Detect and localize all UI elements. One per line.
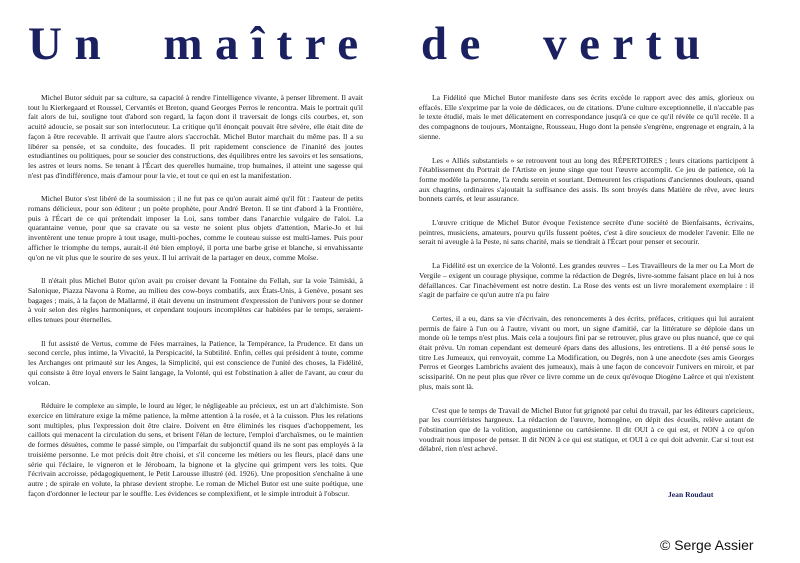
paragraph: Il n'était plus Michel Butor qu'on avait pu croiser devant la Fontaine du Fellah, sur la voie Tsimiski, à Salonique, Piazza Navona à Rome, au milieu des cow-boys combatifs, aux États-Unis, à Genève, posant ses bagages ; mais, à la façon de Mallarmé, il était devenu un instrument d'expression de l'univers pour se donner à voir selon des règles harmoniques, et cependant toujours incomplètes car habitées par le temps, seraient-elles tenues pour éternelles. xyxy=(28,276,363,325)
paragraph: L'œuvre critique de Michel Butor évoque l'existence secrète d'une société de Bienfaisants, écrivains, peintres, musiciens, amateurs, pourvu qu'ils fussent poètes, c'est à dire soucieux de modeler l'avenir. Elle ne serait ni aveugle à la Peste, ni sans charité, mais se tiendrait à l'Écart pour penser et secourir. xyxy=(419,218,754,247)
article-title: Un maître de vertu xyxy=(28,18,713,70)
author-signature: Jean Roudaut xyxy=(668,490,714,499)
paragraph: La Fidélité est un exercice de la Volonté. Les grandes œuvres – Les Travailleurs de la mer ou La Mort de Vergile – exigent un courage physique, comme la rédaction de Degrés, livre-somme faisant place en lui à nos défaillances. Car l'inachèvement est notre destin. La Rose des vents est un livre moralement exemplaire : il s'agit de parfaire ce qu'un autre n'a pu faire xyxy=(419,261,754,300)
copyright-watermark: © Serge Assier xyxy=(660,537,754,553)
paragraph: C'est que le temps de Travail de Michel Butor fut grignoté par celui du travail, par les éditeurs capricieux, par les courriéristes hargneux. La rédaction de l'œuvre, homogène, en dépit des écueils, relève autant de l'obstination que de la volition, augustinienne ou cartésienne. Il dit OUI à ce qui est, et NON à ce qu'on voudrait nous imposer de penser. Il dit NON à ce qui est statique, et OUI à ce qui doit advenir. Car si tout est délabré, rien n'est achevé. xyxy=(419,405,754,454)
paragraph: Il fut assisté de Vertus, comme de Fées marraines, la Patience, la Tempérance, la Prudence. Et dans un second cercle, plus intime, la Vivacité, la Perspicacité, la Subtilité. Enfin, celles qui président à toute, comme les Archanges ont primauté sur les Anges, la Simplicité, qui est conscience de l'unité des choses, la Fidélité, qui consiste à être loyal envers le Saint langage, la Volonté, qui est l'obstination à aller de l'avant, au cœur du volcan. xyxy=(28,338,363,387)
paragraph: Les « Alliés substantiels » se retrouvent tout au long des RÉPERTOIRES ; leurs citations participent à l'établissement du Portrait de l'Artiste en jeune singe que tout l'œuvre accomplit. Ce jeu de patience, où la forme modèle la personne, l'a rendu serein et souriant. Demeurent les crispations d'anciennes douleurs, quand aux chagrins, ordinaires s'ajoutait la suffisance des assis. Ils sont broyés dans Matière de rêve, avec leurs bonnets carrés, et leur assurance. xyxy=(419,155,754,204)
paragraph: Michel Butor s'est libéré de la soumission ; il ne fut pas ce qu'on aurait aimé qu'il fût : l'auteur de petits romans délicieux, pour son éditeur ; un poète prophète, pour André Breton. Il se tint d'abord à la Frontière, puis à l'Écart de ce qui prétendait imposer la Loi, sans tomber dans l'anarchie vulgaire de l'aloi. La quarantaine venue, pour que sa cravate ou sa veste ne soient plus objets d'attention, Marie-Jo et lui inventèrent une tenue propre à tout usage, multi-poches, comme le couteau suisse est multi-lames. Puis pour afficher le triomphe du temps, aurait-il été bien employé, il porta une barbe grise et blanche, si envahissante qu'on ne vit plus que le sourire de ses yeux. Il lui arrivait de la partager en deux, comme Moïse. xyxy=(28,194,363,262)
paragraph: Michel Butor séduit par sa culture, sa capacité à rendre l'intelligence vivante, à penser librement. Il avait tout lu Kierkegaard et Roussel, Cervantès et Breton, quand Georges Perros le rencontra. Mais le portrait qu'il fait alors de lui, souligne tout d'abord son regard, la façon dont il traversait de longs cils courbes, et, son acuité adoucie, se posait sur son interlocuteur. La critique qu'il énonçait pouvait être sévère, elle était dite de façon à être recevable. Il arrivait que l'autre alors s'accrochât. Michel Butor marchait du même pas. Il a su libérer sa pensée, et sa conduite, des foucades. Il prit rapidement conscience de l'inanité des joutes estudiantines ou politiques, pour se soucier des constructions, des équilibres entre les savoirs et les sensations, les astres et leurs noms. Se tenant à l'Écart des querelles humaine, trop humaines, il atteint une sagesse qui n'est pas d'indifférence, mais d'amour pour la vie, et tout ce qui en est la manifestation. xyxy=(28,93,363,180)
paragraph: Réduire le complexe au simple, le lourd au léger, le négligeable au précieux, est un art d'alchimiste. Son exercice en littérature exige la même patience, la même attention à la rosée, et à la cuisson. Plus les relations sont multiples, plus l'expression doit être claire. Doivent en être éliminés les risques d'achoppement, les caillots qui menacent la circulation du sens, et brisent l'élan de lecture, l'emploi d'archaïsmes, ou le maintien de formes désuètes, comme le passé simple, ou l'imparfait du subjonctif quand ils ne sont pas employés à la troisième personne. Le mot précis doit être choisi, et s'il concerne les métiers ou les fleurs, placé dans une série qui l'éclaire, le vigneron et le Jéroboam, la bignone et la glycine qui grimpent vers les toits. Que l'écrivain accroisse, pédagogiquement, le Petit Larousse illustré (éd. 1926). Une proposition s'enchaîne à une autre ; de spirale en volute, la phrase devient strophe. Le roman de Michel Butor est une suite poétique, une façon d'ordonner le lecteur par le souffle. Les évidences se complexifient, et le simple introduit à l'obscur. xyxy=(28,401,363,498)
right-column xyxy=(419,93,754,468)
left-column xyxy=(28,93,363,512)
paragraph: La Fidélité que Michel Butor manifeste dans ses écrits excède le rapport avec des amis, glorieux ou effacés. Elle s'exprime par la voie de dédicaces, ou de citations. D'une culture exceptionnelle, il n'accable pas le texte étudié, mais le met délicatement en correspondance jusqu'à ce que ce qu'il révèle ce qu'il recèle. Il a des compagnons de toujours, Montaigne, Rousseau, Hugo dont la pensée s'engrène, engrenage et engrain, à la sienne. xyxy=(419,93,754,141)
paragraph: Certes, il a eu, dans sa vie d'écrivain, des renoncements à des écrits, préfaces, critiques qui lui auraient permis de faire à l'un ou à l'autre, vivant ou mort, un signe d'amitié, car la littérature se déploie dans un monde où le temps n'est plus. Mais cela a toujours fini par se retrouver, plus grave ou plus nuancé, que ce qui était prévu. Un roman cependant est demeuré épars dans des allusions, les entretiens. Il a été pensé sous le titre Les Jumeaux, qui renvoyait, comme La Modification, ou Degrés, non à une anecdote (ses amis Georges Perros et Georges Lambrichs avaient des jumeaux), mais à une façon de concevoir l'univers en miroir, et par scissiparité. On ne peut plus que rêver ce livre comme un de ceux qu'évoque Diogène Laërce et qui n'existent plus, mais sont là. xyxy=(419,313,754,391)
